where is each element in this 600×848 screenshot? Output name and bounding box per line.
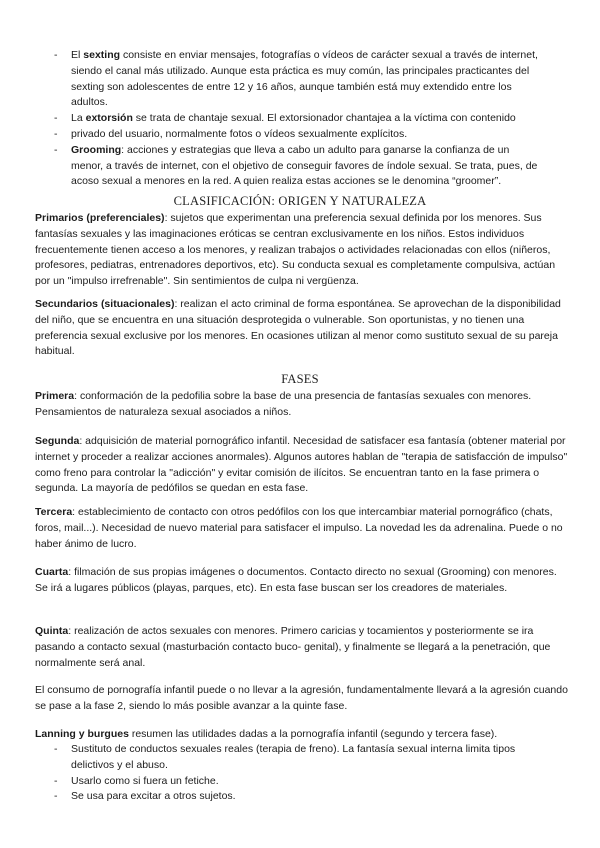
phase-fourth: Cuarta: filmación de sus propias imágenes o documentos. Contacto directo no sexual (Grooming) con menores. Se irá a lugares públicos (playas, parques, etc). En esta fase buscan ser los creadores de materiales.	[35, 566, 557, 594]
lanning-paragraph: Lanning y burgues resumen las utilidades dadas a la pornografía infantil (segundo y tercera fase).	[35, 728, 498, 740]
secondary-term: Secundarios (situacionales)	[35, 298, 175, 310]
primary-term: Primarios (preferenciales)	[35, 212, 165, 224]
phases-heading: FASES	[281, 372, 319, 386]
list-item-extorsion-continued: - privado del usuario, normalmente fotos o vídeos sexualmente explícitos.	[35, 127, 540, 143]
phase-third: Tercera: establecimiento de contacto con otros pedófilos con los que intercambiar material pornográfico (chats, foros, mail...). Necesidad de nuevo material para satisfacer el impulso. La novedad les da adrenalina. Puede o no haber ánimo de lucro.	[35, 506, 563, 550]
list-item: - Sustituto de conductos sexuales reales (terapia de freno). La fantasía sexual interna limita tipos delictivos y el abuso.	[35, 742, 540, 774]
top-list	[35, 48, 540, 190]
lanning-list	[35, 742, 540, 805]
phases-note: El consumo de pornografía infantil puede o no llevar a la agresión, fundamentalmente llevará a la agresión cuando se pase a la fase 2, siendo lo más posible avanzar a la quinte fase.	[35, 684, 568, 712]
list-item: - Usarlo como si fuera un fetiche.	[35, 774, 540, 790]
list-item-grooming: - Grooming: acciones y estrategias que lleva a cabo un adulto para ganarse la confianza de un menor, a través de internet, con el objetivo de conseguir favores de índole sexual. Se trata, pues, de acoso sexual a menores en la red. A quien realiza estas acciones se le denomina “groomer”.	[35, 143, 540, 190]
list-item: - Se usa para excitar a otros sujetos.	[35, 789, 540, 805]
phase-fifth: Quinta: realización de actos sexuales con menores. Primero caricias y tocamientos y posteriormente se ira pasando a contacto sexual (masturbación contacto buco- genital), y finalmente se llegará a la penetración, que normalmente será anal.	[35, 625, 551, 669]
phase-first: Primera: conformación de la pedofilia sobre la base de una presencia de fantasías sexuales con menores. Pensamientos de naturaleza sexual asociados a niños.	[35, 390, 532, 418]
primary-paragraph: Primarios (preferenciales): sujetos que experimentan una preferencia sexual definida por los menores. Sus fantasías sexuales y las imaginaciones eróticas se centran exclusivamente en los niños. Estos individuos frecuentemente tienen acceso a los menores, y realizan trabajos o actividades relacionadas con ellos (niñeros, profesores, pediatras, entrenadores deportivos, etc). Su conducta sexual es completamente compulsiva, actúan por un "impulso irrefrenable". Sin sentimientos de culpa ni vergüenza.	[35, 212, 556, 288]
phase-second: Segunda: adquisición de material pornográfico infantil. Necesidad de satisfacer esa fantasía (obtener material por internet y proceder a realizar acciones anormales). Algunos autores hablan de "terapia de satisfacción de impulso" como freno para controlar la "adicción" y evitar comisión de ilícitos. Se encuentran tanto en la fase primera o segunda. La mayoría de pedófilos se quedan en esta fase.	[35, 435, 568, 495]
lanning-term: Lanning y burgues	[35, 728, 129, 740]
secondary-paragraph: Secundarios (situacionales): realizan el acto criminal de forma espontánea. Se aprovechan de la disponibilidad del niño, que se encuentra en una situación desprotegida o vulnerable. Son oportunistas, y no tienen una preferencia sexual exclusive por los menores. En ocasiones utilizan al menor como sustituto sexual de su pareja habitual.	[35, 298, 561, 358]
list-item-sexting: - El sexting consiste en enviar mensajes, fotografías o vídeos de carácter sexual a través de internet, siendo el canal más utilizado. Aunque esta práctica es muy común, las principales practicantes del sexting son adolescentes de entre 12 y 16 años, aunque también está muy extendido entre los adultos.	[35, 48, 540, 111]
classification-heading: CLASIFICACIÓN: ORIGEN Y NATURALEZA	[173, 194, 427, 208]
list-item-extorsion: - La extorsión se trata de chantaje sexual. El extorsionador chantajea a la víctima con contenido	[35, 111, 540, 127]
